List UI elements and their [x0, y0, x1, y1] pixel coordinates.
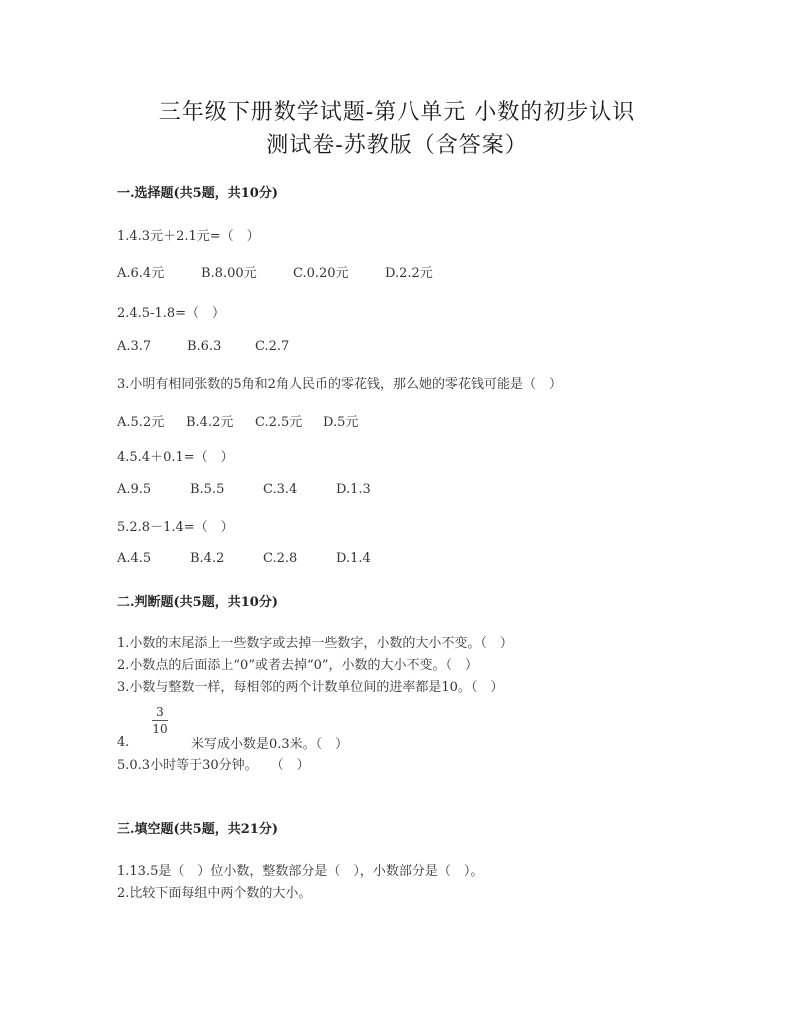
option-d: D.1.4 — [336, 551, 371, 566]
choice-options-4 — [117, 482, 371, 497]
option-b: B.4.2 — [190, 551, 225, 566]
choice-options-3 — [117, 411, 358, 430]
judgement-question-5: 5.0.3小时等于30分钟。 （ ） — [117, 758, 310, 773]
option-a: A.5.2元 — [117, 415, 165, 430]
option-d: D.5元 — [323, 415, 359, 430]
fraction-numerator: 3 — [156, 705, 164, 719]
option-d: D.1.3 — [336, 482, 371, 497]
section-heading-choice: 一.选择题(共5题，共10分) — [117, 186, 278, 201]
option-a: A.3.7 — [117, 339, 152, 354]
choice-question-5: 5.2.8－1.4=（ ） — [117, 520, 234, 535]
fill-question-1: 1.13.5是（ ）位小数，整数部分是（ ），小数部分是（ ）。 — [117, 864, 484, 879]
option-a: A.9.5 — [117, 482, 152, 497]
page-title-line1: 三年级下册数学试题-第八单元 小数的初步认识 — [158, 100, 636, 125]
fill-question-2: 2.比较下面每组中两个数的大小。 — [117, 886, 312, 901]
choice-question-2: 2.4.5-1.8=（ ） — [117, 306, 226, 321]
page-title-line2: 测试卷-苏教版（含答案） — [266, 133, 528, 158]
judgement-question-3: 3.小数与整数一样，每相邻的两个计数单位间的进率都是10。（ ） — [117, 680, 504, 695]
option-d: D.2.2元 — [385, 266, 433, 281]
option-c: C.2.7 — [255, 339, 290, 354]
choice-options-1 — [117, 262, 433, 281]
fraction-bar — [152, 720, 168, 721]
choice-question-4: 4.5.4＋0.1=（ ） — [117, 450, 234, 465]
section-heading-judgement: 二.判断题(共5题，共10分) — [117, 595, 278, 610]
option-a: A.6.4元 — [117, 266, 165, 281]
fraction-denominator: 10 — [152, 722, 168, 736]
choice-question-3: 3.小明有相同张数的5角和2角人民币的零花钱，那么她的零花钱可能是（ ） — [117, 377, 562, 392]
judgement-question-1: 1.小数的末尾添上一些数字或去掉一些数字，小数的大小不变。（ ） — [117, 636, 513, 651]
option-a: A.4.5 — [117, 551, 152, 566]
fraction-three-tenths — [152, 705, 168, 736]
option-c: C.0.20元 — [293, 266, 349, 281]
option-c: C.3.4 — [263, 482, 298, 497]
section-heading-fill-blank: 三.填空题(共5题，共21分) — [117, 822, 278, 837]
judgement-question-4-number: 4. — [117, 735, 130, 750]
choice-options-2 — [117, 339, 289, 354]
judgement-question-2: 2.小数点的后面添上“0”或者去掉“0”，小数的大小不变。（ ） — [117, 658, 479, 673]
choice-question-1: 1.4.3元＋2.1元=（ ） — [117, 229, 260, 244]
option-b: B.4.2元 — [186, 415, 234, 430]
option-b: B.8.00元 — [201, 266, 257, 281]
choice-options-5 — [117, 551, 371, 566]
option-b: B.5.5 — [190, 482, 225, 497]
option-c: C.2.8 — [263, 551, 298, 566]
option-c: C.2.5元 — [255, 415, 303, 430]
option-b: B.6.3 — [187, 339, 222, 354]
judgement-question-4: 米写成小数是0.3米。（ ） — [191, 737, 349, 752]
